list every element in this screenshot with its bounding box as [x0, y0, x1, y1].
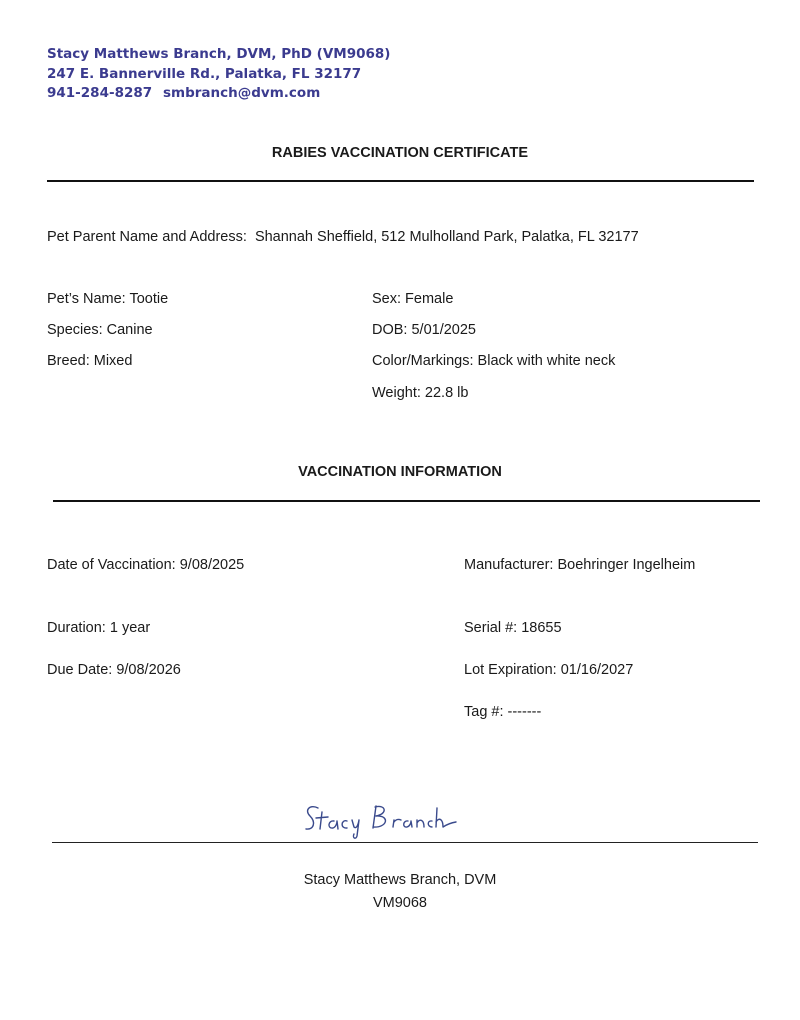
vaccination-heading: VACCINATION INFORMATION [298, 464, 502, 480]
pet-sex: Sex: Female [372, 291, 454, 307]
pet-name: Pet’s Name: Tootie [47, 291, 169, 307]
vaccination-lot-expiration: Lot Expiration: 01/16/2027 [464, 662, 634, 678]
vaccination-rule [53, 500, 760, 502]
vaccination-date: Date of Vaccination: 9/08/2025 [47, 557, 245, 573]
vaccination-due-date: Due Date: 9/08/2026 [47, 662, 181, 678]
pet-dob: DOB: 5/01/2025 [372, 322, 476, 338]
letterhead-name: Stacy Matthews Branch, DVM, PhD (VM9068) [47, 46, 391, 62]
vaccination-serial: Serial #: 18655 [464, 620, 562, 636]
pet-weight: Weight: 22.8 lb [372, 385, 469, 401]
vaccination-duration: Duration: 1 year [47, 620, 151, 636]
owner-value: Shannah Sheffield, 512 Mulholland Park, Palatka, FL 32177 [254, 229, 639, 245]
pet-color: Color/Markings: Black with white neck [372, 353, 616, 369]
vaccination-tag: Tag #: ------- [464, 704, 542, 720]
signature-line [52, 842, 758, 843]
letterhead-address: 247 E. Bannerville Rd., Palatka, FL 32177 [47, 66, 362, 82]
owner-line [47, 229, 639, 245]
pet-breed: Breed: Mixed [47, 353, 133, 369]
letterhead-email[interactable]: smbranch@dvm.com [163, 85, 321, 101]
signer-name: Stacy Matthews Branch, DVM [303, 872, 497, 888]
signer-license: VM9068 [372, 895, 428, 911]
pet-species: Species: Canine [47, 322, 153, 338]
letterhead-phone: 941-284-8287 [47, 85, 153, 101]
certificate-title: RABIES VACCINATION CERTIFICATE [271, 145, 529, 161]
title-rule [47, 180, 754, 182]
vaccination-manufacturer: Manufacturer: Boehringer Ingelheim [464, 557, 696, 573]
signature-image [300, 796, 460, 844]
owner-label: Pet Parent Name and Address: [47, 229, 247, 245]
